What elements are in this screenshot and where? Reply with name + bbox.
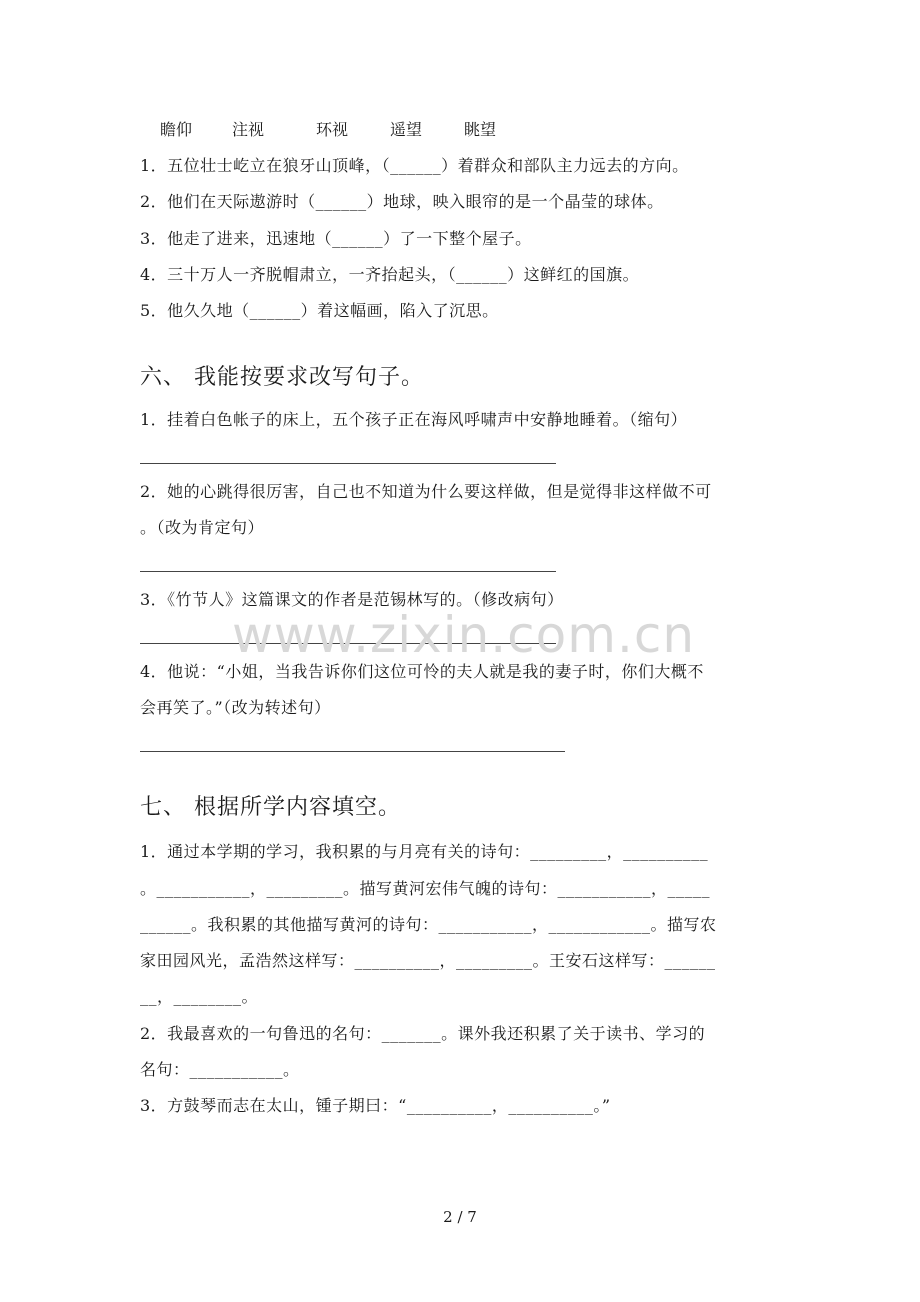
page-number: 2 / 7	[443, 1208, 477, 1226]
fill-item-1: 1．五位壮士屹立在狼牙山顶峰，（______）着群众和部队主力远去的方向。	[140, 156, 689, 175]
fill-item-3: 3．他走了进来，迅速地（______）了一下整个屋子。	[140, 229, 532, 248]
answer-line	[140, 463, 556, 464]
section-6-title: 六、 我能按要求改写句子。	[140, 365, 424, 390]
section-6-question-2-cont: 。（改为肯定句）	[140, 518, 265, 537]
section-7-question-1-cont: __，________。	[140, 987, 259, 1006]
section-7-title: 七、 根据所学内容填空。	[140, 795, 401, 820]
section-7-question-3: 3．方鼓琴而志在太山，锺子期曰：“__________，__________。”	[140, 1096, 611, 1115]
section-7-question-1-cont: 。___________，_________。描写黄河宏伟气魄的诗句：___________，_____	[140, 879, 711, 898]
word-bank-item: 瞻仰	[160, 120, 193, 139]
section-6-question-4: 4．他说：“小姐，当我告诉你们这位可怜的夫人就是我的妻子时，你们大概不	[140, 662, 704, 681]
word-bank-item: 遥望	[390, 120, 423, 139]
fill-item-2: 2．他们在天际遨游时（______）地球，映入眼帘的是一个晶莹的球体。	[140, 192, 664, 211]
answer-line	[140, 751, 565, 752]
fill-item-4: 4．三十万人一齐脱帽肃立，一齐抬起头，（______）这鲜红的国旗。	[140, 265, 640, 284]
word-bank-item: 环视	[316, 120, 349, 139]
section-6-question-4-cont: 会再笑了。”（改为转述句）	[140, 698, 331, 717]
section-7-question-2: 2．我最喜欢的一句鲁迅的名句：_______。课外我还积累了关于读书、学习的	[140, 1024, 706, 1043]
watermark: www.zixin.com.cn	[232, 606, 696, 664]
word-bank-item: 注视	[232, 120, 265, 139]
section-6-question-3: 3．《竹节人》这篇课文的作者是范锡林写的。（修改病句）	[140, 590, 564, 609]
section-6-question-2: 2．她的心跳得很厉害，自己也不知道为什么要这样做，但是觉得非这样做不可	[140, 482, 712, 501]
fill-item-5: 5．他久久地（______）着这幅画，陷入了沉思。	[140, 301, 499, 320]
section-7-question-1: 1．通过本学期的学习，我积累的与月亮有关的诗句：_________，__________	[140, 842, 709, 861]
word-bank-item: 眺望	[464, 120, 497, 139]
section-7-question-1-cont: 家田园风光，孟浩然这样写：__________，_________。王安石这样写：______	[140, 951, 716, 970]
answer-line	[140, 571, 556, 572]
section-7-question-1-cont: ______。我积累的其他描写黄河的诗句：___________，____________。描写农	[140, 915, 717, 934]
section-7-question-2-cont: 名句：___________。	[140, 1060, 300, 1079]
section-6-question-1: 1．挂着白色帐子的床上，五个孩子正在海风呼啸声中安静地睡着。（缩句）	[140, 410, 688, 429]
